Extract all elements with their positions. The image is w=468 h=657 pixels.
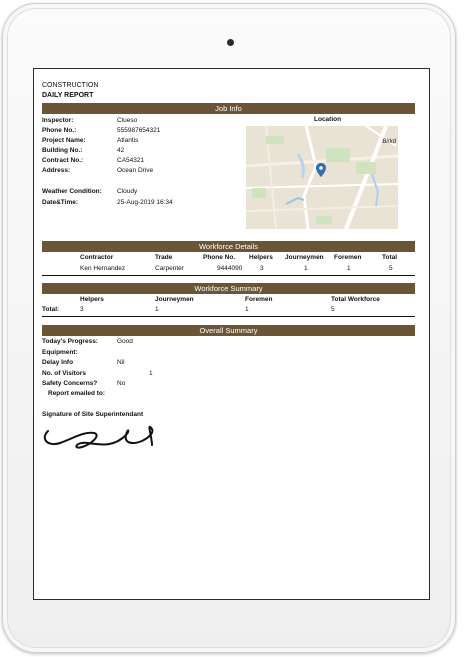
summary-col-foremen: Foremen: [245, 296, 273, 303]
inspector-value: Clueso: [117, 117, 138, 124]
job-info-header: Job Info: [42, 103, 415, 114]
report-page: [33, 68, 430, 600]
delay-info-label: Delay Info: [42, 359, 74, 366]
project-name-value: Atlantis: [117, 137, 139, 144]
building-no-value: 42: [117, 147, 125, 154]
workforce-details-header: Workforce Details: [42, 241, 415, 252]
cell-trade: Carpenter: [155, 265, 184, 272]
progress-value: Good: [117, 338, 133, 345]
cell-helpers: 3: [260, 265, 264, 272]
col-total: Total: [382, 254, 398, 261]
summary-total-label: Total:: [42, 306, 60, 313]
col-contractor: Contractor: [80, 254, 114, 261]
project-name-label: Project Name:: [42, 137, 86, 144]
phone-value: 555987654321: [117, 127, 161, 134]
weather-label: Weather Condition:: [42, 188, 102, 195]
phone-label: Phone No.:: [42, 127, 77, 134]
equipment-label: Equipment:: [42, 349, 78, 356]
progress-label: Today's Progress:: [42, 338, 98, 345]
report-emailed-label: Report emailed to:: [48, 390, 106, 397]
col-trade: Trade: [155, 254, 173, 261]
datetime-label: Date&Time:: [42, 199, 79, 206]
map-pin-icon: [316, 163, 326, 177]
building-no-label: Building No.:: [42, 147, 83, 154]
summary-journeymen-value: 1: [155, 306, 159, 313]
title-line-2: DAILY REPORT: [42, 92, 94, 99]
divider: [42, 316, 415, 317]
safety-concerns-value: No: [117, 380, 126, 387]
divider: [42, 275, 415, 276]
signature-image: [42, 421, 157, 453]
col-phone: Phone No.: [203, 254, 236, 261]
location-label: Location: [314, 116, 342, 123]
signature-label: Signature of Site Superintendant: [42, 411, 144, 418]
contract-no-value: CA54321: [117, 157, 145, 164]
weather-value: Cloudy: [117, 188, 138, 195]
address-value: Ocean Drive: [117, 167, 154, 174]
summary-col-total-workforce: Total Workforce: [331, 296, 380, 303]
col-journeymen: Journeymen: [285, 254, 324, 261]
location-map[interactable]: [246, 126, 398, 229]
cell-contractor: Ken Hernandez: [80, 265, 126, 272]
cell-foremen: 1: [347, 265, 351, 272]
workforce-summary-header: Workforce Summary: [42, 283, 415, 294]
cell-phone: 9444090: [217, 265, 243, 272]
col-foremen: Foremen: [334, 254, 362, 261]
camera-icon: [227, 39, 234, 46]
summary-col-helpers: Helpers: [80, 296, 104, 303]
tablet-frame: [2, 3, 456, 653]
contract-no-label: Contract No.:: [42, 157, 84, 164]
cell-journeymen: 1: [304, 265, 308, 272]
title-line-1: CONSTRUCTION: [42, 82, 99, 89]
map-graphic: [246, 126, 398, 229]
delay-info-value: Nil: [117, 359, 125, 366]
summary-helpers-value: 3: [80, 306, 84, 313]
summary-foremen-value: 1: [245, 306, 249, 313]
visitors-value: 1: [149, 370, 153, 377]
safety-concerns-label: Safety Concerns?: [42, 380, 98, 387]
col-helpers: Helpers: [249, 254, 273, 261]
overall-summary-header: Overall Summary: [42, 325, 415, 336]
address-label: Address:: [42, 167, 71, 174]
document-title: [42, 81, 98, 101]
map-place-label: Birkd: [382, 139, 396, 145]
visitors-label: No. of Visitors: [42, 370, 86, 377]
cell-total: 5: [389, 265, 393, 272]
summary-col-journeymen: Journeymen: [155, 296, 194, 303]
datetime-value: 25-Aug-2019 16:34: [117, 199, 173, 206]
inspector-label: Inspector:: [42, 117, 74, 124]
summary-total-value: 5: [331, 306, 335, 313]
